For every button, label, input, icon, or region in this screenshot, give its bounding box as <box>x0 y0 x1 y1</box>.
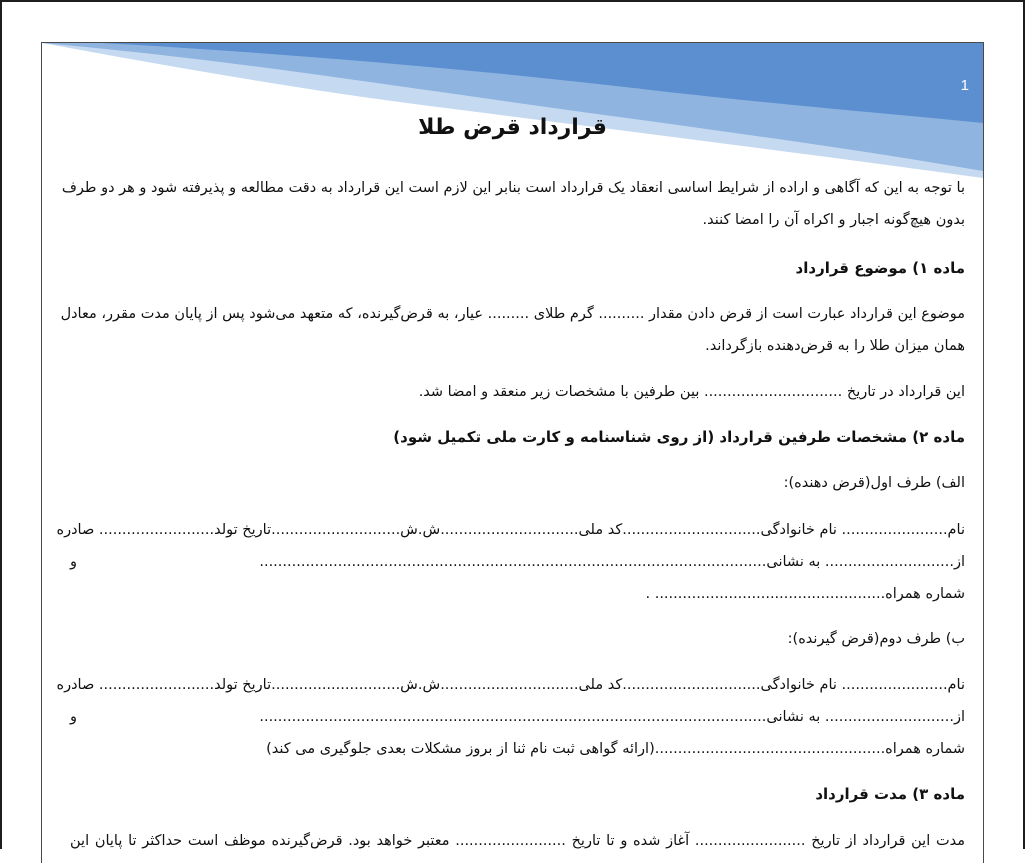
party-2-address-fields: از............................ به نشانی.............................................................................................................. <box>259 709 965 725</box>
article-1-line-1: موضوع این قرارداد عبارت است از قرض دادن مقدار .......... گرم طلای ......... عیار، به قرض‌گیرنده، که متعهد می‌شود پس از پایان مدت مقرر، معادل <box>60 306 965 322</box>
party-1-name-fields: نام....................... نام خانوادگی..............................کد ملی..............................ش.ش............................ <box>271 522 965 538</box>
document-title: قرارداد قرض طلا <box>418 115 607 140</box>
party-1-address-fields: از............................ به نشانی.............................................................................................................. <box>259 554 965 570</box>
party-1-name-row <box>56 520 965 540</box>
party-1-mobile-row: شماره همراه.................................................. . <box>645 586 965 602</box>
party-2-birth-fields: تاریخ تولد......................... صادره <box>56 677 272 693</box>
intro-line-2: بدون هیچ‌گونه اجبار و اکراه آن را امضا کنند. <box>702 212 965 228</box>
party-2-address-row <box>70 707 965 727</box>
page-number: 1 <box>960 77 969 94</box>
party-2-label: ب) طرف دوم(قرض گیرنده): <box>787 631 965 647</box>
party-1-birth-fields: تاریخ تولد......................... صادره <box>56 522 272 538</box>
article-1-heading: ماده ۱) موضوع قرارداد <box>795 259 965 277</box>
article-3-heading: ماده ۳) مدت قرارداد <box>815 785 965 803</box>
article-2-heading: ماده ۲) مشخصات طرفین قرارداد (از روی شناسنامه و کارت ملی تکمیل شود) <box>393 428 965 446</box>
document-page <box>41 42 984 863</box>
article-1-line-2: همان میزان طلا را به قرض‌دهنده بازگرداند. <box>705 338 965 354</box>
party-2-address-and: و <box>70 709 78 725</box>
party-1-address-row <box>70 552 965 572</box>
window-top-edge <box>0 0 1025 2</box>
party-1-address-and: و <box>70 554 78 570</box>
party-2-name-fields: نام....................... نام خانوادگی..............................کد ملی..............................ش.ش............................ <box>271 677 965 693</box>
party-1-label: الف) طرف اول(قرض دهنده): <box>783 475 965 491</box>
party-2-mobile-row: شماره همراه..................................................(ارائه گواهی ثبت نام ثنا از بروز مشکلات بعدی جلوگیری می کند) <box>266 741 965 757</box>
party-2-name-row <box>56 675 965 695</box>
article-3-line-1: مدت این قرارداد از تاریخ ........................ آغاز شده و تا تاریخ ........................ معتبر خواهد بود. قرض‌گیرنده موظف است حداکثر تا پایان این <box>70 833 965 849</box>
header-wave-decoration <box>42 43 983 183</box>
window-left-edge <box>0 0 2 849</box>
contract-date-line: این قرارداد در تاریخ .............................. بین طرفین با مشخصات زیر منعقد و امضا شد. <box>418 384 965 400</box>
intro-line-1: با توجه به این که آگاهی و اراده از شرایط اساسی انعقاد یک قرارداد است بنابر این لازم است این قرارداد به دقت مطالعه و پذیرفته شود و هر دو طرف <box>61 180 965 196</box>
